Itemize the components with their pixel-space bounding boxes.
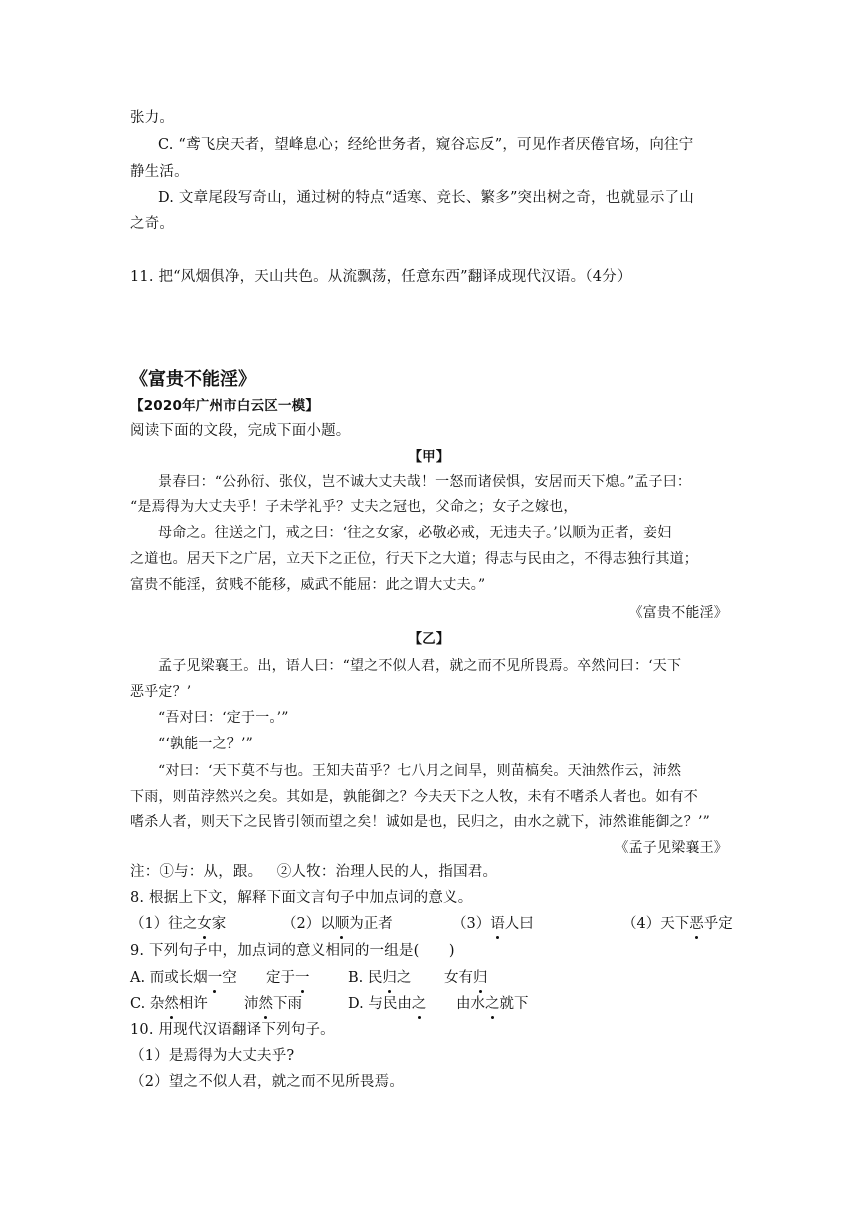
passage-line: “‘孰能一之？’”	[158, 736, 254, 752]
passage-line: 之道也。居天下之广居，立天下之正位，行天下之大道；得志与民由之，不得志独行其道；	[130, 551, 698, 567]
q8-item-1: （1）往之女家	[130, 916, 227, 932]
q8-item-2: （2）以顺为正者	[282, 916, 393, 932]
dotted-word: 之	[411, 996, 427, 1012]
q9-option-d: D. 与民由之	[348, 996, 427, 1012]
q9-option-c-second: 沛然下雨	[244, 996, 302, 1012]
option-c-line: C. “鸢飞戾天者，望峰息心；经纶世务者，窥谷忘反”，可见作者厌倦官场，向往宁	[158, 137, 694, 153]
section-title: 《富贵不能淫》	[130, 369, 256, 390]
passage-line: 嗜杀人者，则天下之民皆引领而望之矣！诚如是也，民归之，由水之就下，沛然谁能御之？’”	[130, 814, 711, 830]
q10-item-1: （1）是焉得为大丈夫乎?	[130, 1048, 295, 1064]
passage-label-jia: 【甲】	[408, 449, 450, 465]
q9-option-a-second: 定于一	[266, 970, 310, 986]
dotted-word: 之	[485, 996, 500, 1012]
passage-source: 《孟子见梁襄王》	[614, 840, 728, 856]
dotted-word: 一	[295, 970, 310, 986]
dotted-word: 顺	[334, 916, 350, 932]
q8-item-3: （3）语人曰	[452, 916, 534, 932]
question-8-stem: 8. 根据上下文，解释下面文言句子中加点词的意义。	[130, 890, 473, 906]
passage-label-yi: 【乙】	[408, 631, 450, 647]
question-9-stem: 9. 下列句子中，加点词的意义相同的一组是( )	[130, 943, 455, 959]
section-instruction: 阅读下面的文段，完成下面小题。	[130, 423, 351, 439]
passage-line: “是焉得为大丈夫乎！子未学礼乎？丈夫之冠也，父命之；女子之嫁也，	[130, 499, 578, 515]
option-d-line: D. 文章尾段写奇山，通过树的特点“适寒、竞长、繁多”突出树之奇，也就显示了山	[158, 190, 694, 206]
passage-line: 景春曰：“公孙衍、张仪，岂不诚大丈夫哉！一怒而诸侯惧，安居而天下熄。”孟子曰：	[158, 474, 692, 490]
q10-item-2: （2）望之不似人君，就之而不见所畏焉。	[130, 1074, 405, 1090]
question-10-stem: 10. 用现代汉语翻译下列句子。	[130, 1022, 335, 1038]
passage-line: “吾对曰：‘定于一。’”	[158, 710, 289, 726]
dotted-word: 归	[382, 970, 397, 986]
section-source: 【2020年广州市白云区一模】	[130, 398, 320, 414]
q9-option-c: C. 杂然相许	[130, 996, 208, 1012]
passage-line: “对曰：‘天下莫不与也。王知夫苗乎？七八月之间旱，则苗槁矣。天油然作云，沛然	[158, 763, 682, 779]
dotted-word: 然	[258, 996, 273, 1012]
passage-line: 母命之。往送之门，戒之曰：‘往之女家，必敬必戒，无违夫子。’以顺为正者，妾妇	[158, 525, 672, 541]
dotted-word: 语	[490, 916, 505, 932]
q9-option-b-second: 女有归	[444, 970, 488, 986]
q9-option-d-second: 由水之就下	[456, 996, 529, 1012]
q9-option-a: A. 而或长烟一空	[130, 970, 237, 986]
passage-source: 《富贵不能淫》	[628, 605, 728, 621]
q9-option-b: B. 民归之	[348, 970, 412, 986]
question-11: 11. 把“风烟俱净，天山共色。从流飘荡，任意东西”翻译成现代汉语。（4分）	[130, 269, 632, 285]
option-d-line: 之奇。	[130, 216, 175, 232]
dotted-word: 归	[473, 970, 488, 986]
passage-line: 下雨，则苗浡然兴之矣。其如是，孰能御之？今夫天下之人牧，未有不嗜杀人者也。如有不	[130, 789, 698, 805]
passage-line: 富贵不能淫，贫贱不能移，威武不能屈：此之谓大丈夫。”	[130, 577, 486, 593]
passage-line: 孟子见梁襄王。出，语人曰：“望之不似人君，就之而不见所畏焉。卒然问曰：‘天下	[158, 658, 682, 674]
dotted-word: 女	[197, 916, 212, 932]
passage-line: 恶乎定？’	[130, 684, 192, 700]
q8-item-4: （4）天下恶乎定	[622, 916, 733, 932]
dotted-word: 然	[164, 996, 179, 1012]
dotted-word: 一	[207, 970, 223, 986]
dotted-word: 恶	[689, 916, 704, 932]
footnote: 注：①与：从，跟。 ②人牧：治理人民的人，指国君。	[130, 864, 498, 880]
text-line: 张力。	[130, 110, 175, 126]
option-c-line: 静生活。	[130, 164, 189, 180]
